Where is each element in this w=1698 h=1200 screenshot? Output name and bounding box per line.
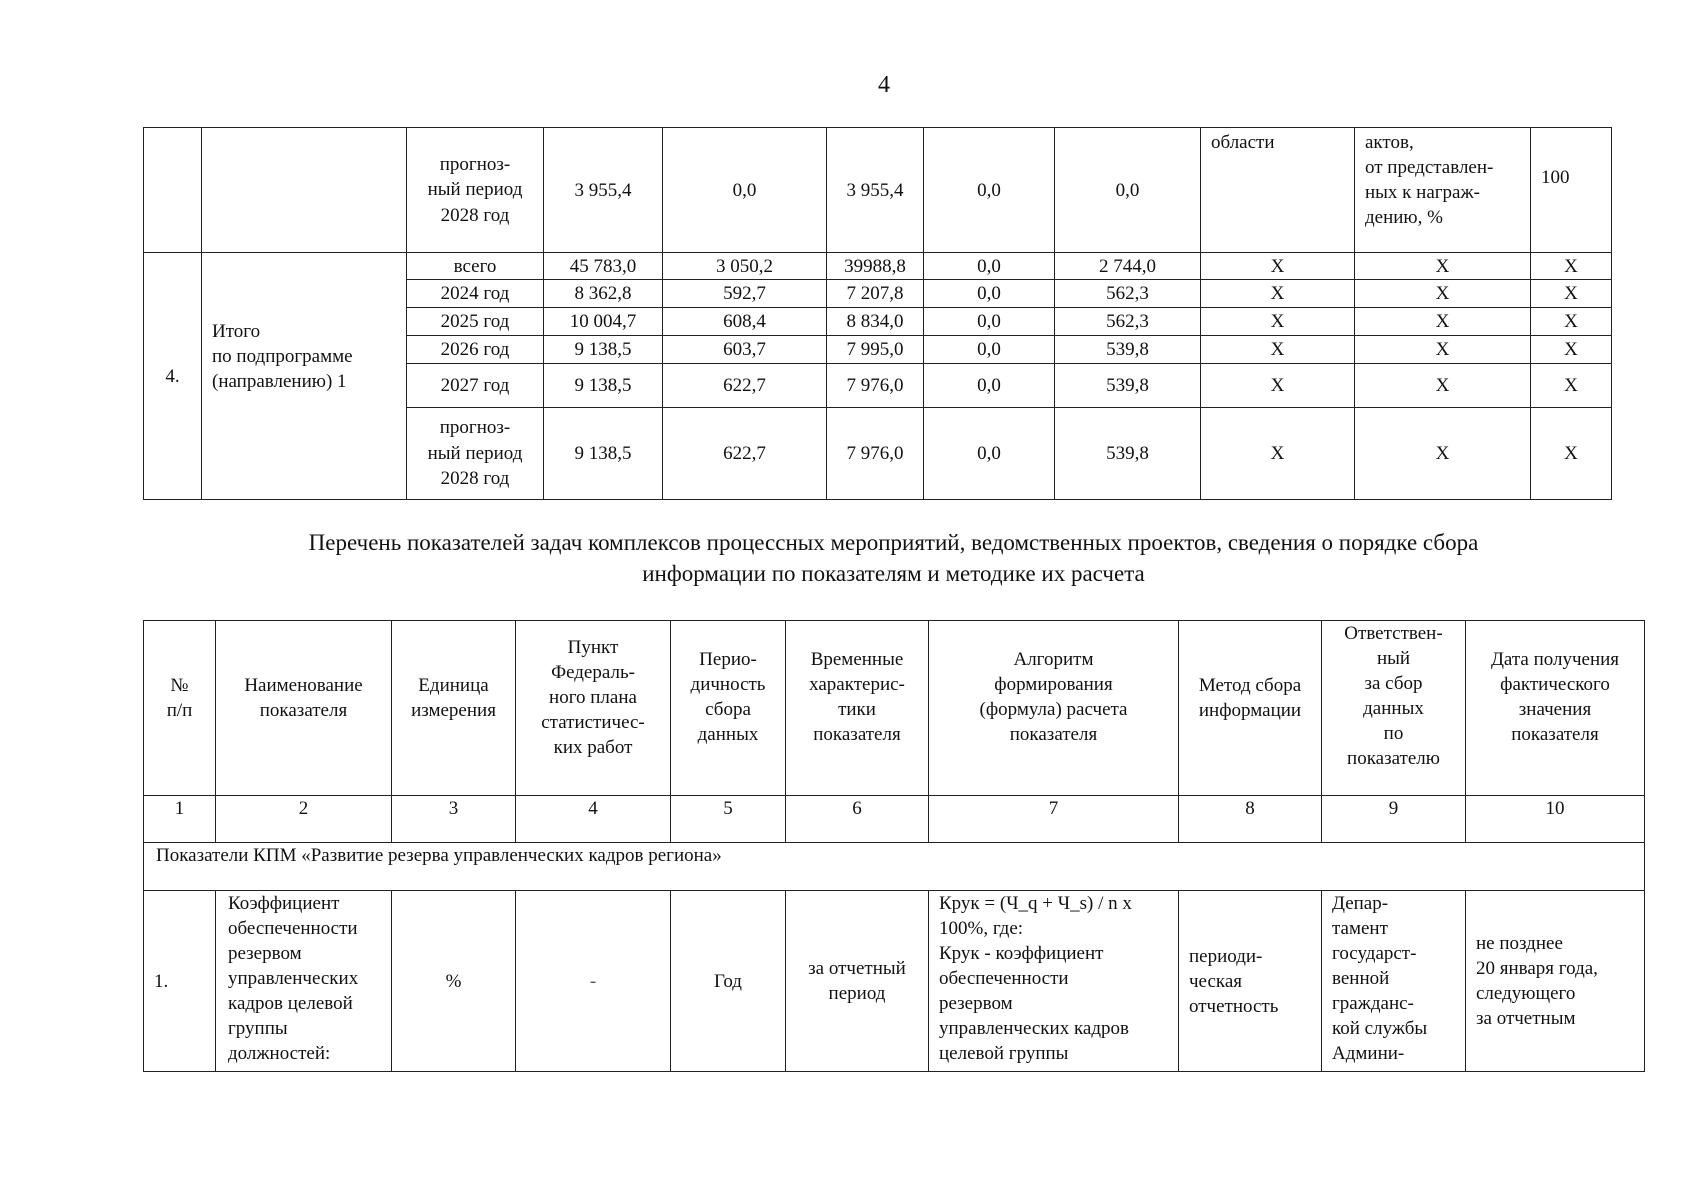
section-heading <box>143 527 1644 589</box>
value-cell: 0,0 <box>924 408 1055 500</box>
value-cell: 3 050,2 <box>663 253 827 280</box>
column-header: № п/п <box>144 621 216 796</box>
column-number: 5 <box>671 796 786 843</box>
value-cell: 8 834,0 <box>827 308 924 336</box>
column-header: Единица измерения <box>392 621 516 796</box>
value-cell: 7 976,0 <box>827 364 924 408</box>
value-cell: 539,8 <box>1055 336 1201 364</box>
mark-cell: X <box>1201 336 1355 364</box>
column-number: 7 <box>929 796 1179 843</box>
value-cell: 45 783,0 <box>544 253 663 280</box>
period-cell: прогноз- ный период 2028 год <box>407 128 544 253</box>
mark-cell: X <box>1355 308 1531 336</box>
period-cell: 2026 год <box>407 336 544 364</box>
value-cell: 0,0 <box>924 364 1055 408</box>
indicator-value-cell: 100 <box>1531 128 1612 253</box>
mark-cell: X <box>1355 280 1531 308</box>
mark-cell: X <box>1201 280 1355 308</box>
value-cell: 39988,8 <box>827 253 924 280</box>
mark-cell: X <box>1201 308 1355 336</box>
row-number-cell <box>144 128 202 253</box>
mark-cell: X <box>1531 408 1612 500</box>
name-cell <box>202 128 407 253</box>
section-row <box>144 843 1645 891</box>
value-cell: 592,7 <box>663 280 827 308</box>
indicator-name-cell: области <box>1201 128 1355 253</box>
value-cell: 608,4 <box>663 308 827 336</box>
value-cell: 562,3 <box>1055 280 1201 308</box>
mark-cell: X <box>1201 364 1355 408</box>
row-number-cell: 1. <box>144 891 216 1072</box>
row-number-cell: 4. <box>144 253 202 500</box>
mark-cell: X <box>1531 336 1612 364</box>
method-cell: периоди- ческая отчетность <box>1179 891 1322 1072</box>
column-header: Ответствен- ный за сбор данных по показателю <box>1322 621 1466 796</box>
value-cell: 0,0 <box>924 128 1055 253</box>
column-header: Наименование показателя <box>216 621 392 796</box>
mark-cell: X <box>1531 280 1612 308</box>
column-header: Пункт Федераль- ного плана статистичес- ких работ <box>516 621 671 796</box>
indicator-desc-cell: актов, от представлен- ных к награж- дению, % <box>1355 128 1531 253</box>
value-cell: 562,3 <box>1055 308 1201 336</box>
value-cell: 2 744,0 <box>1055 253 1201 280</box>
value-cell: 0,0 <box>924 336 1055 364</box>
column-header: Дата получения фактического значения показателя <box>1466 621 1645 796</box>
value-cell: 622,7 <box>663 364 827 408</box>
section-heading-line: Перечень показателей задач комплексов процессных мероприятий, ведомственных проектов, сведения о порядке сбора <box>308 530 1479 555</box>
value-cell: 3 955,4 <box>544 128 663 253</box>
column-header: Метод сбора информации <box>1179 621 1322 796</box>
period-cell: прогноз- ный период 2028 год <box>407 408 544 500</box>
mark-cell: X <box>1531 253 1612 280</box>
period-cell: 2025 год <box>407 308 544 336</box>
date-cell: не позднее 20 января года, следующего за отчетным <box>1466 891 1645 1072</box>
header-row <box>144 621 1645 796</box>
value-cell: 0,0 <box>924 308 1055 336</box>
table-row <box>144 253 1612 280</box>
mark-cell: X <box>1355 364 1531 408</box>
mark-cell: X <box>1531 364 1612 408</box>
time-characteristics-cell: за отчетный период <box>786 891 929 1072</box>
value-cell: 9 138,5 <box>544 336 663 364</box>
value-cell: 539,8 <box>1055 408 1201 500</box>
column-number: 1 <box>144 796 216 843</box>
value-cell: 8 362,8 <box>544 280 663 308</box>
value-cell: 9 138,5 <box>544 408 663 500</box>
period-cell: всего <box>407 253 544 280</box>
periodicity-cell: Год <box>671 891 786 1072</box>
column-number: 3 <box>392 796 516 843</box>
budget-table <box>143 127 1612 500</box>
section-row-label: Показатели КПМ «Развитие резерва управленческих кадров региона» <box>144 843 1645 891</box>
mark-cell: X <box>1355 408 1531 500</box>
mark-cell: X <box>1531 308 1612 336</box>
value-cell: 0,0 <box>924 253 1055 280</box>
algorithm-cell: Крук = (Ч_q + Ч_s) / n x 100%, где: Крук - коэффициент обеспеченности резервом управленческих кадров целевой группы <box>929 891 1179 1072</box>
mark-cell: X <box>1201 408 1355 500</box>
page-number: 4 <box>878 72 890 98</box>
mark-cell: X <box>1355 253 1531 280</box>
responsible-cell: Депар- тамент государст- венной гражданс- кой службы Админи- <box>1322 891 1466 1072</box>
column-number: 10 <box>1466 796 1645 843</box>
plan-item-cell: - <box>516 891 671 1072</box>
mark-cell: X <box>1355 336 1531 364</box>
column-number: 2 <box>216 796 392 843</box>
period-cell: 2024 год <box>407 280 544 308</box>
value-cell: 0,0 <box>924 280 1055 308</box>
unit-cell: % <box>392 891 516 1072</box>
table-row <box>144 891 1645 1072</box>
value-cell: 539,8 <box>1055 364 1201 408</box>
column-header: Перио- дичность сбора данных <box>671 621 786 796</box>
column-header: Алгоритм формирования (формула) расчета показателя <box>929 621 1179 796</box>
indicator-name-cell: Коэффициент обеспеченности резервом управленческих кадров целевой группы должностей: <box>216 891 392 1072</box>
section-heading-line: информации по показателям и методике их расчета <box>642 561 1145 586</box>
column-number: 6 <box>786 796 929 843</box>
value-cell: 603,7 <box>663 336 827 364</box>
value-cell: 0,0 <box>663 128 827 253</box>
mark-cell: X <box>1201 253 1355 280</box>
total-name-cell: Итого по подпрограмме (направлению) 1 <box>202 253 407 500</box>
value-cell: 7 995,0 <box>827 336 924 364</box>
column-number: 4 <box>516 796 671 843</box>
column-number-row <box>144 796 1645 843</box>
value-cell: 7 976,0 <box>827 408 924 500</box>
value-cell: 622,7 <box>663 408 827 500</box>
column-number: 8 <box>1179 796 1322 843</box>
value-cell: 3 955,4 <box>827 128 924 253</box>
value-cell: 0,0 <box>1055 128 1201 253</box>
column-header: Временные характерис- тики показателя <box>786 621 929 796</box>
value-cell: 7 207,8 <box>827 280 924 308</box>
value-cell: 9 138,5 <box>544 364 663 408</box>
table-row <box>144 128 1612 253</box>
column-number: 9 <box>1322 796 1466 843</box>
period-cell: 2027 год <box>407 364 544 408</box>
indicators-table <box>143 620 1645 1072</box>
value-cell: 10 004,7 <box>544 308 663 336</box>
